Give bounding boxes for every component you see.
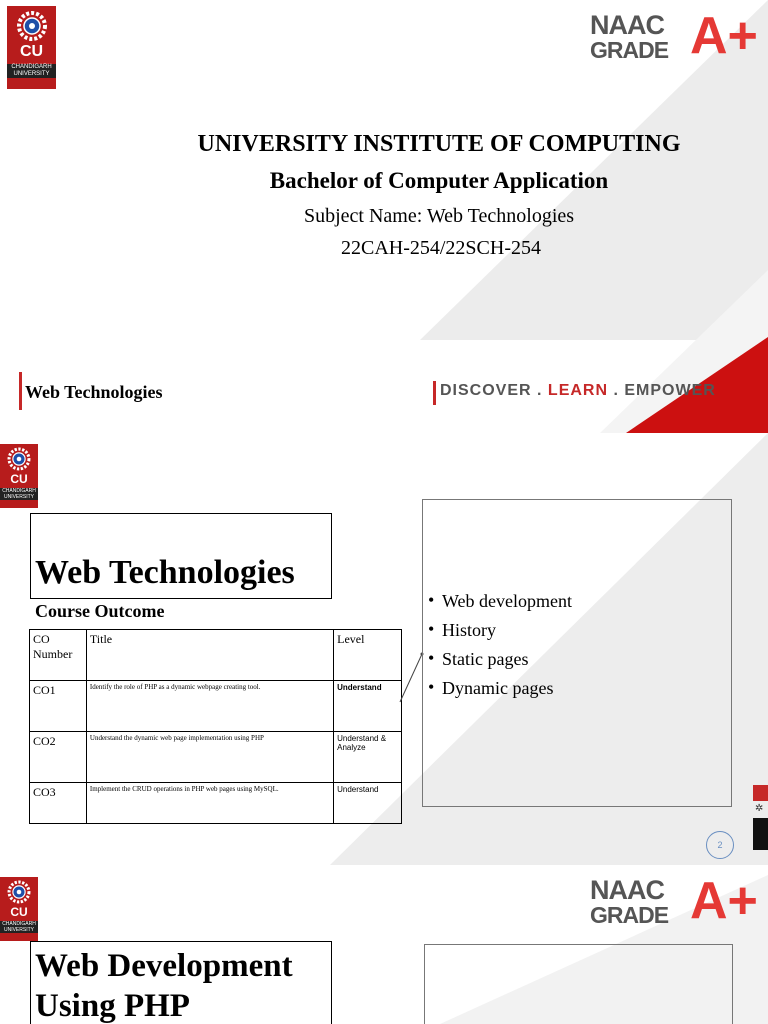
- slide-title-box: [30, 941, 332, 1024]
- topic-list: [428, 587, 572, 703]
- logo-abbr: CU: [19, 43, 44, 60]
- gear-emblem-icon: [6, 446, 32, 472]
- naac-text: NAAC: [590, 875, 664, 905]
- grade-value: A+: [690, 872, 758, 930]
- slide-title: [35, 946, 293, 1024]
- course-outcome-table: [29, 629, 402, 824]
- table-row: [30, 783, 402, 824]
- grade-text: GRADE: [590, 37, 669, 63]
- php-slide: [0, 865, 768, 1024]
- table-header-row: [30, 630, 402, 681]
- tagline-accent-bar: [433, 381, 436, 405]
- naac-text: NAAC: [590, 10, 664, 40]
- list-item: • Dynamic pages: [428, 674, 572, 703]
- institute-name: UNIVERSITY INSTITUTE OF COMPUTING: [197, 131, 681, 157]
- row-title: Implement the CRUD operations in PHP web pages using MySQL.: [86, 783, 333, 824]
- list-item: • Web development: [428, 587, 572, 616]
- cu-logo: [0, 444, 38, 508]
- row-title: Understand the dynamic web page implementation using PHP: [86, 732, 333, 783]
- table-row: [30, 681, 402, 732]
- header-co-number: CO Number: [30, 630, 87, 681]
- logo-name: CHANDIGARH UNIVERSITY: [0, 488, 38, 500]
- course-outcome-slide: [0, 433, 768, 865]
- side-gear-icon: ✲: [755, 803, 764, 814]
- tagline-discover: DISCOVER .: [440, 382, 543, 399]
- grade-value: A+: [690, 7, 758, 65]
- title-line-1: Web Development: [35, 948, 293, 984]
- footer-title: Web Technologies: [25, 382, 163, 402]
- title-line-2: Using PHP: [35, 988, 190, 1024]
- naac-grade-logo: [590, 7, 762, 70]
- row-co: CO1: [30, 681, 87, 732]
- title-slide: [0, 0, 768, 433]
- subject-code: 22CAH-254/22SCH-254: [340, 237, 541, 259]
- footer-accent-bar: [19, 372, 22, 410]
- header-level: Level: [334, 630, 402, 681]
- slide-title: Web Technologies: [35, 554, 295, 591]
- gear-emblem-icon: [6, 879, 32, 905]
- row-co: CO2: [30, 732, 87, 783]
- logo-abbr: CU: [10, 905, 28, 919]
- program-name: Bachelor of Computer Application: [269, 168, 609, 193]
- header-title: Title: [86, 630, 333, 681]
- row-level: Understand & Analyze: [334, 732, 402, 783]
- content-panel: [422, 499, 732, 807]
- course-outcome-heading: Course Outcome: [35, 601, 165, 621]
- table-row: [30, 732, 402, 783]
- page-number: 2: [706, 831, 734, 859]
- row-level: Understand: [334, 681, 402, 732]
- side-logo-red: [753, 785, 768, 801]
- logo-name: CHANDIGARH UNIVERSITY: [0, 921, 38, 933]
- row-level: Understand: [334, 783, 402, 824]
- tagline: [440, 382, 716, 400]
- gear-emblem-icon: [15, 9, 49, 43]
- logo-name: CHANDIGARH UNIVERSITY: [7, 64, 56, 78]
- subject-name: Subject Name: Web Technologies: [303, 205, 575, 227]
- cu-logo: [7, 6, 56, 89]
- list-item: • History: [428, 616, 572, 645]
- list-item: • Static pages: [428, 645, 572, 674]
- slide-title-box: [30, 513, 332, 599]
- cu-logo: [0, 877, 38, 941]
- naac-grade-logo: [590, 872, 762, 935]
- row-co: CO3: [30, 783, 87, 824]
- content-panel: [424, 944, 733, 1024]
- logo-abbr: CU: [10, 472, 28, 486]
- grade-text: GRADE: [590, 902, 669, 928]
- tagline-learn: LEARN: [547, 382, 609, 399]
- tagline-empower: . EMPOWER: [613, 382, 716, 399]
- side-logo-dark: [753, 818, 768, 850]
- row-title: Identify the role of PHP as a dynamic webpage creating tool.: [86, 681, 333, 732]
